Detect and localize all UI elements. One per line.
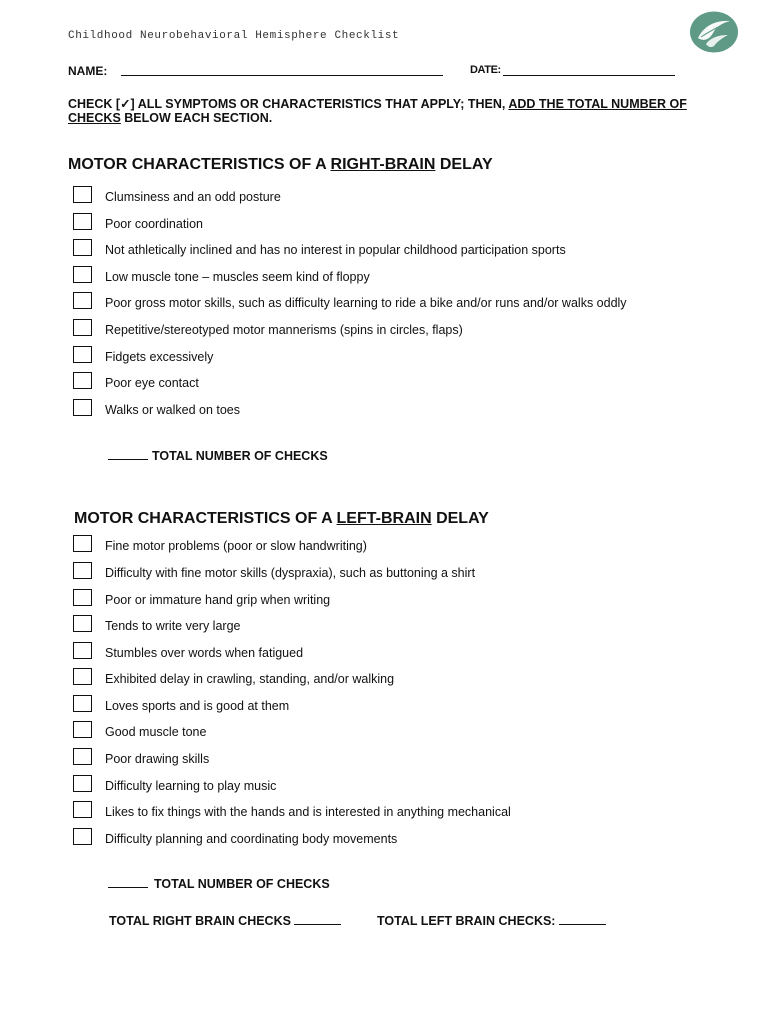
checkbox[interactable] [73,562,92,579]
checklist-item-label: Good muscle tone [105,725,207,739]
checklist-item-label: Tends to write very large [105,619,241,633]
total-label: TOTAL NUMBER OF CHECKS [152,449,328,463]
checklist-item-label: Difficulty learning to play music [105,779,277,793]
checklist-item-label: Clumsiness and an odd posture [105,190,281,204]
checklist-item-label: Loves sports and is good at them [105,699,290,713]
checkbox[interactable] [73,828,92,845]
checkbox[interactable] [73,668,92,685]
section-title-prefix: MOTOR CHARACTERISTICS OF A [74,510,337,527]
checkbox[interactable] [73,642,92,659]
left-brain-section-title [74,510,489,528]
instructions-tail: BELOW EACH SECTION. [120,111,273,125]
checkbox[interactable] [73,239,92,256]
checkbox[interactable] [73,615,92,632]
checklist-item-label: Poor or immature hand grip when writing [105,593,331,607]
checkbox[interactable] [73,721,92,738]
name-label: NAME: [68,64,108,78]
checkbox[interactable] [73,695,92,712]
checkbox[interactable] [73,399,92,416]
checklist-item-label: Low muscle tone – muscles seem kind of floppy [105,270,370,284]
left-total-row [108,877,330,891]
checkbox[interactable] [73,372,92,389]
instructions-emphasis: ADD THE TOTAL NUMBER OF CHECKS [68,97,687,125]
checklist-item-label: Fidgets excessively [105,350,214,364]
right-brain-section-title [68,156,493,174]
summary-blank[interactable] [559,923,606,925]
instructions [68,97,708,125]
summary-label: TOTAL LEFT BRAIN CHECKS: [377,914,556,928]
checklist-item-label: Difficulty with fine motor skills (dyspraxia), such as buttoning a shirt [105,566,476,580]
checklist-item-label: Poor coordination [105,217,203,231]
name-field[interactable] [121,75,443,76]
checklist-item-label: Difficulty planning and coordinating body movements [105,832,398,846]
date-label: DATE: [470,64,501,76]
summary-label: TOTAL RIGHT BRAIN CHECKS [109,914,291,928]
total-label: TOTAL NUMBER OF CHECKS [154,877,330,891]
section-title-suffix: DELAY [435,156,493,173]
checklist-item-label: Stumbles over words when fatigued [105,646,304,660]
checklist-item-label: Likes to fix things with the hands and is interested in anything mechanical [105,805,511,819]
document-title: Childhood Neurobehavioral Hemisphere Checklist [68,30,400,42]
checkbox[interactable] [73,213,92,230]
checklist-item-label: Fine motor problems (poor or slow handwriting) [105,539,367,553]
section-title-prefix: MOTOR CHARACTERISTICS OF A [68,156,331,173]
left-brain-summary [377,914,606,928]
checkbox[interactable] [73,589,92,606]
checkbox[interactable] [73,266,92,283]
checkbox[interactable] [73,319,92,336]
checklist-item-label: Repetitive/stereotyped motor mannerisms (spins in circles, flaps) [105,323,463,337]
total-blank[interactable] [108,886,148,888]
section-title-suffix: DELAY [431,510,489,527]
checklist-item-label: Walks or walked on toes [105,403,241,417]
checkbox[interactable] [73,748,92,765]
checklist-item-label: Poor gross motor skills, such as difficulty learning to ride a bike and/or runs and/or walks oddly [105,296,627,310]
total-blank[interactable] [108,458,148,460]
right-brain-summary [109,914,341,928]
section-title-emphasis: LEFT-BRAIN [336,510,432,527]
date-field[interactable] [503,75,675,76]
checkbox[interactable] [73,535,92,552]
checklist-item-label: Exhibited delay in crawling, standing, and/or walking [105,672,395,686]
summary-blank[interactable] [294,923,341,925]
checklist-item-label: Not athletically inclined and has no interest in popular childhood participation sports [105,243,566,257]
checkbox[interactable] [73,186,92,203]
checkbox[interactable] [73,346,92,363]
checkbox[interactable] [73,292,92,309]
right-total-row [108,449,328,463]
section-title-emphasis: RIGHT-BRAIN [330,156,436,173]
instructions-text: CHECK [✓] ALL SYMPTOMS OR CHARACTERISTICS THAT APPLY; THEN, [68,97,509,111]
checkbox[interactable] [73,775,92,792]
checklist-item-label: Poor eye contact [105,376,199,390]
leaf-logo-icon [689,11,739,53]
checkbox[interactable] [73,801,92,818]
checklist-item-label: Poor drawing skills [105,752,210,766]
